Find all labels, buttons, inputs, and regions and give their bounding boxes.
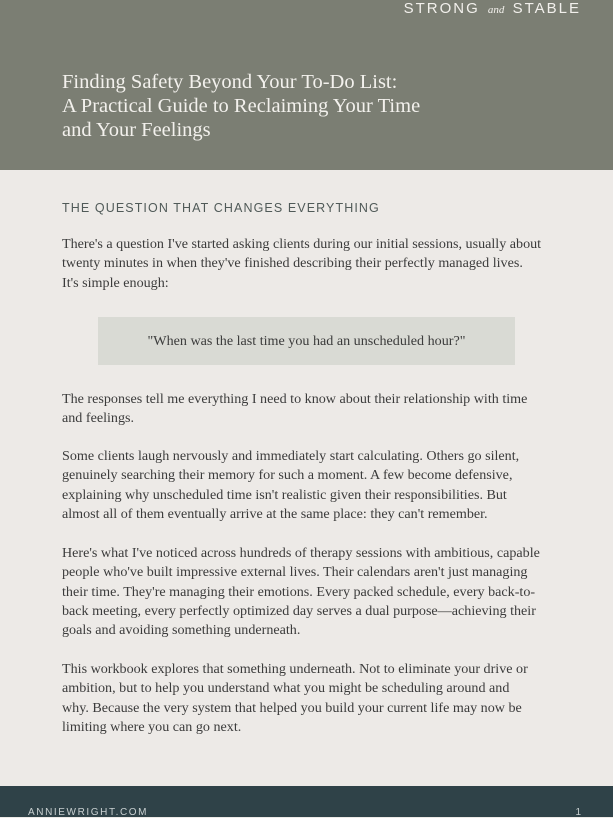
section-heading: THE QUESTION THAT CHANGES EVERYTHING: [62, 201, 380, 215]
footer-website: ANNIEWRIGHT.COM: [28, 807, 149, 818]
text-line: their time. They're managing their emotions. Every packed schedule, every back-to-: [62, 583, 536, 600]
text-line: limiting where you can go next.: [62, 718, 242, 735]
brand-logo: [404, 0, 581, 17]
text-line: It's simple enough:: [62, 274, 169, 291]
text-line: There's a question I've started asking clients during our initial sessions, usually about: [62, 236, 542, 252]
brand-word-stable: STABLE: [512, 0, 581, 17]
paragraph-responses: [62, 390, 552, 429]
text-line: ambition, but to help you understand what you might be scheduling around and: [62, 680, 510, 697]
text-line: back meeting, every perfectly optimized day serves a dual purpose—achieving their: [62, 602, 536, 619]
text-line: and feelings.: [62, 410, 135, 427]
paragraph-intro: [62, 235, 552, 293]
text-line: genuinely searching their memory for such a moment. A few become defensive,: [62, 467, 513, 484]
title-line: and Your Feelings: [62, 119, 211, 141]
text-line: Here's what I've noticed across hundreds of therapy sessions with ambitious, capable: [62, 545, 540, 561]
header-band: [0, 0, 613, 170]
brand-word-strong: STRONG: [403, 0, 480, 17]
title-line: Finding Safety Beyond Your To-Do List:: [62, 71, 398, 93]
document-title: [62, 70, 582, 142]
paragraph-reactions: [62, 447, 552, 524]
text-line: goals and avoiding something underneath.: [62, 622, 301, 639]
text-line: This workbook explores that something underneath. Not to eliminate your drive or: [62, 661, 528, 677]
page-number: 1: [575, 807, 581, 818]
paragraph-workbook: [62, 660, 552, 737]
text-line: why. Because the very system that helped you build your current life may now be: [62, 699, 522, 716]
text-line: almost all of them eventually arrive at the same place: they can't remember.: [62, 505, 488, 522]
text-line: explaining why unscheduled time isn't realistic given their responsibilities. But: [62, 486, 507, 503]
text-line: Some clients laugh nervously and immediately start calculating. Others go silent,: [62, 448, 520, 464]
title-line: A Practical Guide to Reclaiming Your Time: [62, 95, 421, 117]
text-line: The responses tell me everything I need to know about their relationship with time: [62, 391, 528, 407]
text-line: twenty minutes in when they've finished describing their perfectly managed lives.: [62, 255, 523, 272]
brand-word-and: and: [487, 4, 505, 16]
paragraph-observations: [62, 544, 552, 640]
pull-quote: "When was the last time you had an unscheduled hour?": [98, 317, 515, 365]
footer-band: [0, 786, 613, 817]
text-line: people who've built impressive external lives. Their calendars aren't just managing: [62, 564, 528, 581]
